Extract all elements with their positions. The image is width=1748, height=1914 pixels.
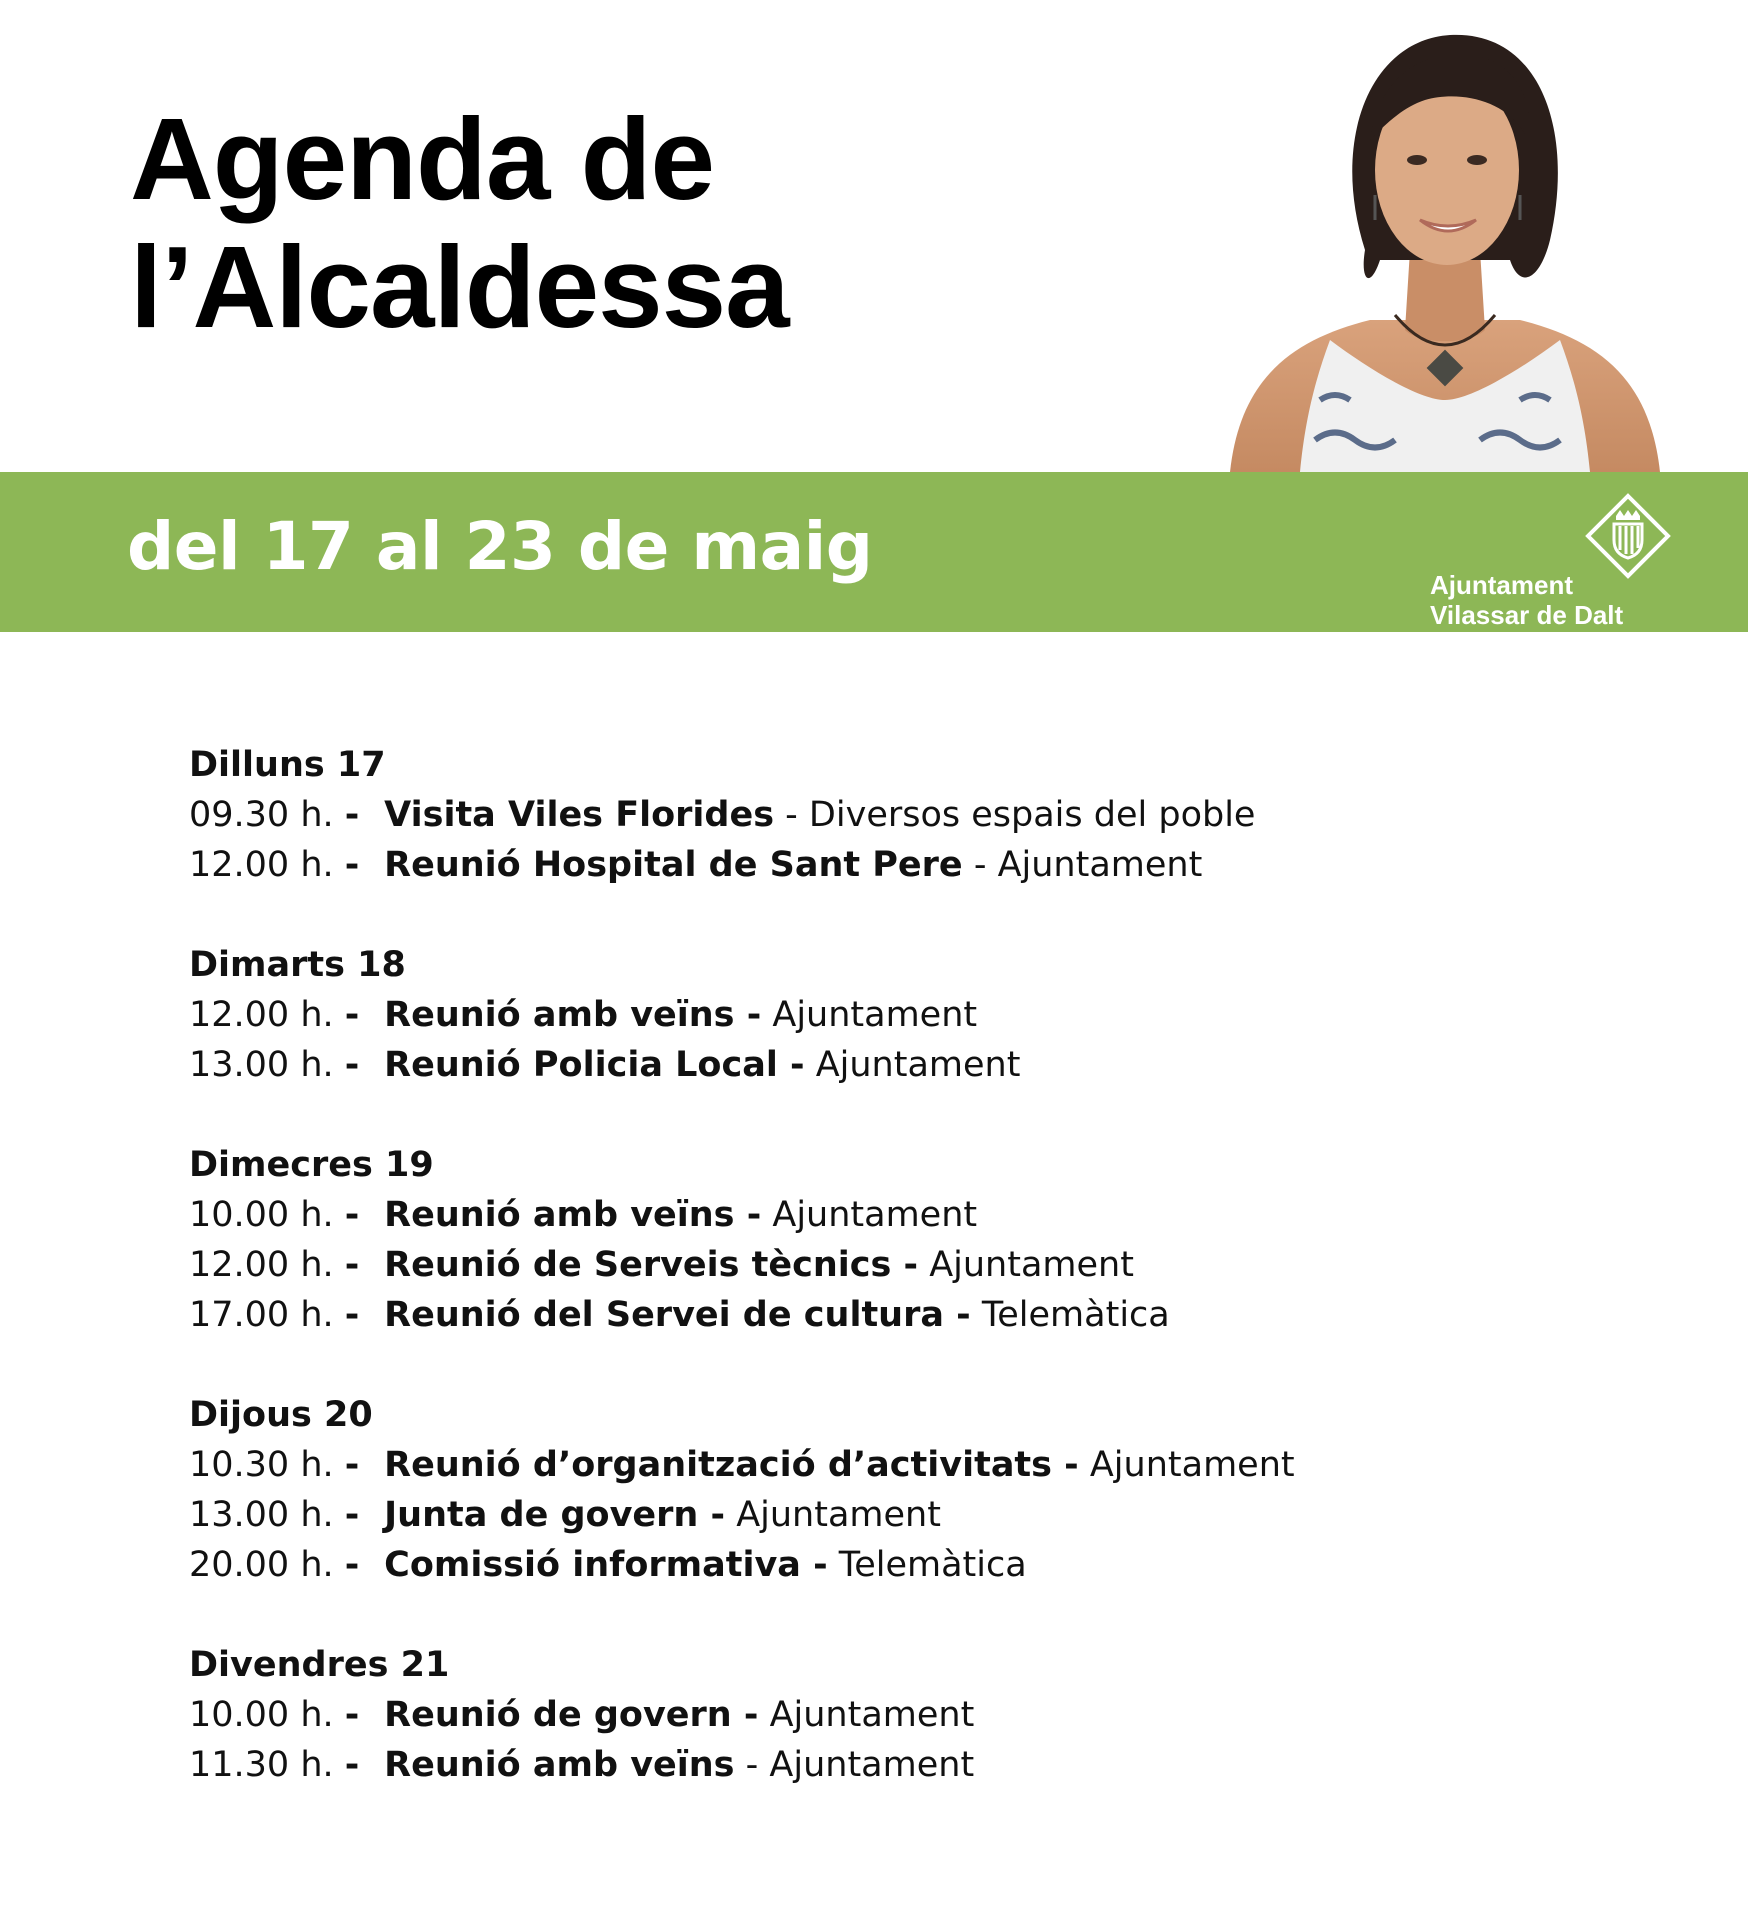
event-place: Ajuntament bbox=[736, 1495, 941, 1535]
event-time: 10.00 h. - bbox=[189, 1695, 360, 1735]
day-title: Dimarts 18 bbox=[189, 945, 406, 985]
date-range: del 17 al 23 de maig bbox=[127, 508, 873, 585]
event-time: 11.30 h. - bbox=[189, 1745, 360, 1785]
day-title: Dilluns 17 bbox=[189, 745, 386, 785]
event-title: Reunió Hospital de Sant Pere bbox=[384, 845, 963, 885]
event-time: 13.00 h. - bbox=[189, 1045, 360, 1085]
agenda-event bbox=[189, 1190, 1669, 1240]
event-title: Reunió amb veïns - bbox=[384, 1195, 762, 1235]
logo-text bbox=[1430, 570, 1623, 630]
event-title: Reunió d’organització d’activitats - bbox=[384, 1445, 1079, 1485]
event-title: Reunió amb veïns bbox=[384, 1745, 735, 1785]
agenda-day bbox=[189, 740, 1669, 890]
event-place: Telemàtica bbox=[981, 1295, 1170, 1335]
event-place: Ajuntament bbox=[1089, 1445, 1295, 1485]
event-place: Ajuntament bbox=[772, 995, 978, 1035]
agenda-day bbox=[189, 1140, 1669, 1340]
agenda-event bbox=[189, 1690, 1669, 1740]
event-place: Telemàtica bbox=[838, 1545, 1027, 1585]
event-time: 09.30 h. - bbox=[189, 795, 360, 835]
agenda-day bbox=[189, 940, 1669, 1090]
coat-of-arms-icon bbox=[1584, 492, 1672, 580]
event-title: Junta de govern - bbox=[384, 1495, 726, 1535]
event-title: Comissió informativa - bbox=[384, 1545, 828, 1585]
agenda-event bbox=[189, 1490, 1669, 1540]
event-place: Ajuntament bbox=[929, 1245, 1134, 1285]
event-time: 12.00 h. - bbox=[189, 845, 360, 885]
event-place: - Diversos espais del poble bbox=[785, 795, 1256, 835]
event-time: 17.00 h. - bbox=[189, 1295, 360, 1335]
title-line-2: l’Alcaldessa bbox=[130, 222, 789, 352]
agenda-list bbox=[189, 740, 1669, 1840]
logo-line-2: Vilassar de Dalt bbox=[1430, 600, 1624, 630]
agenda-event bbox=[189, 840, 1669, 890]
event-title: Visita Viles Florides bbox=[384, 795, 775, 835]
day-title: Dimecres 19 bbox=[189, 1145, 434, 1185]
agenda-event bbox=[189, 790, 1669, 840]
day-title: Divendres 21 bbox=[189, 1645, 450, 1685]
ajuntament-logo bbox=[1430, 492, 1730, 630]
day-title: Dijous 20 bbox=[189, 1395, 373, 1435]
event-place: Ajuntament bbox=[772, 1195, 978, 1235]
date-banner bbox=[0, 472, 1748, 632]
agenda-event bbox=[189, 1040, 1669, 1090]
agenda-day bbox=[189, 1640, 1669, 1790]
event-time: 10.00 h. - bbox=[189, 1195, 360, 1235]
agenda-event bbox=[189, 1440, 1669, 1490]
event-place: Ajuntament bbox=[769, 1695, 975, 1735]
agenda-event bbox=[189, 1540, 1669, 1590]
event-time: 13.00 h. - bbox=[189, 1495, 360, 1535]
event-place: - Ajuntament bbox=[745, 1745, 975, 1785]
event-time: 12.00 h. - bbox=[189, 995, 360, 1035]
agenda-event bbox=[189, 990, 1669, 1040]
mayor-portrait bbox=[1220, 20, 1670, 472]
agenda-event bbox=[189, 1240, 1669, 1290]
agenda-event bbox=[189, 1290, 1669, 1340]
event-title: Reunió del Servei de cultura - bbox=[384, 1295, 971, 1335]
event-title: Reunió Policia Local - bbox=[384, 1045, 805, 1085]
event-title: Reunió de govern - bbox=[384, 1695, 759, 1735]
event-place: Ajuntament bbox=[815, 1045, 1021, 1085]
event-time: 20.00 h. - bbox=[189, 1545, 360, 1585]
event-time: 12.00 h. - bbox=[189, 1245, 360, 1285]
agenda-day bbox=[189, 1390, 1669, 1590]
event-place: - Ajuntament bbox=[973, 845, 1203, 885]
event-title: Reunió de Serveis tècnics - bbox=[384, 1245, 919, 1285]
agenda-event bbox=[189, 1740, 1669, 1790]
title-line-1: Agenda de bbox=[130, 94, 714, 224]
event-title: Reunió amb veïns - bbox=[384, 995, 762, 1035]
event-time: 10.30 h. - bbox=[189, 1445, 360, 1485]
page-title bbox=[130, 95, 789, 351]
logo-line-1: Ajuntament bbox=[1430, 570, 1573, 600]
